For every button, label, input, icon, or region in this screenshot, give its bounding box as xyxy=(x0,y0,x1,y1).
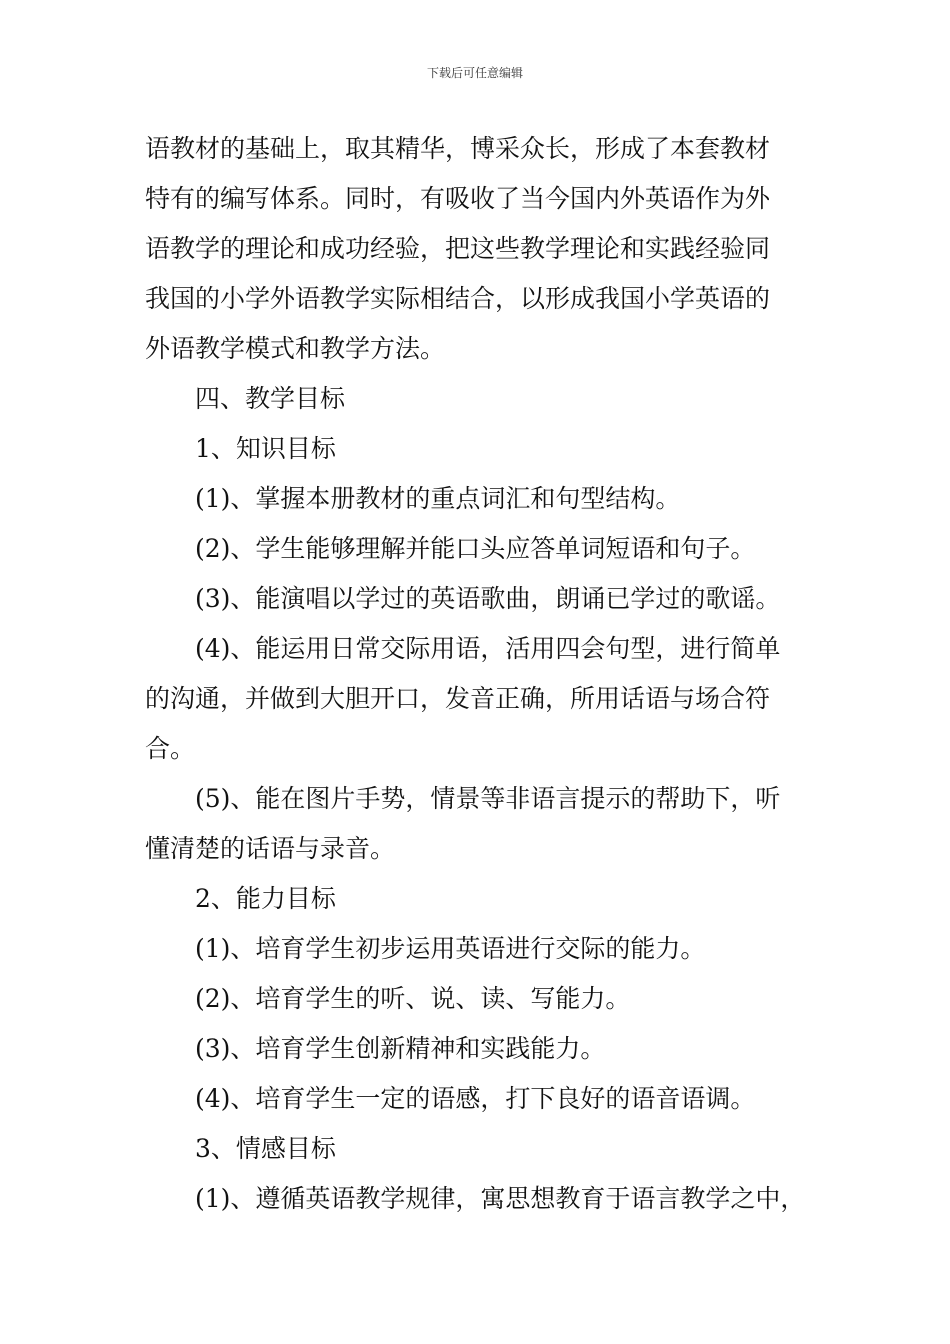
text-line: 外语教学模式和教学方法。 xyxy=(145,334,446,363)
text-line: 特有的编写体系。同时，有吸收了当今国内外英语作为外 xyxy=(145,184,771,213)
list-item: (1)、培育学生初步运用英语进行交际的能力。 xyxy=(195,934,706,963)
list-item: (1)、掌握本册教材的重点词汇和句型结构。 xyxy=(195,484,681,513)
list-item: (3)、培育学生创新精神和实践能力。 xyxy=(195,1034,606,1063)
list-item: (5)、能在图片手势，情景等非语言提示的帮助下，听 xyxy=(195,784,781,813)
subsection-heading: 2、能力目标 xyxy=(195,884,336,913)
subsection-heading: 3、情感目标 xyxy=(195,1134,336,1163)
page-header: 下载后可任意编辑 xyxy=(426,66,523,80)
list-item: (4)、能运用日常交际用语，活用四会句型，进行简单 xyxy=(195,634,781,663)
text-line: 我国的小学外语教学实际相结合，以形成我国小学英语的 xyxy=(145,284,771,313)
list-item: (2)、培育学生的听、说、读、写能力。 xyxy=(195,984,631,1013)
subsection-heading: 1、知识目标 xyxy=(195,434,336,463)
list-item: (1)、遵循英语教学规律，寓思想教育于语言教学之中， xyxy=(195,1184,806,1213)
list-item: (2)、学生能够理解并能口头应答单词短语和句子。 xyxy=(195,534,756,563)
list-item: (3)、能演唱以学过的英语歌曲，朗诵已学过的歌谣。 xyxy=(195,584,781,613)
text-line: 语教材的基础上，取其精华，博采众长，形成了本套教材 xyxy=(145,134,771,163)
list-item: (4)、培育学生一定的语感，打下良好的语音语调。 xyxy=(195,1084,756,1113)
document-body xyxy=(145,124,845,1224)
text-line: 的沟通，并做到大胆开口，发音正确，所用话语与场合符 xyxy=(145,684,771,713)
text-line: 合。 xyxy=(145,734,196,763)
section-heading: 四、教学目标 xyxy=(195,384,346,413)
text-line: 懂清楚的话语与录音。 xyxy=(145,834,396,863)
text-line: 语教学的理论和成功经验，把这些教学理论和实践经验同 xyxy=(145,234,771,263)
